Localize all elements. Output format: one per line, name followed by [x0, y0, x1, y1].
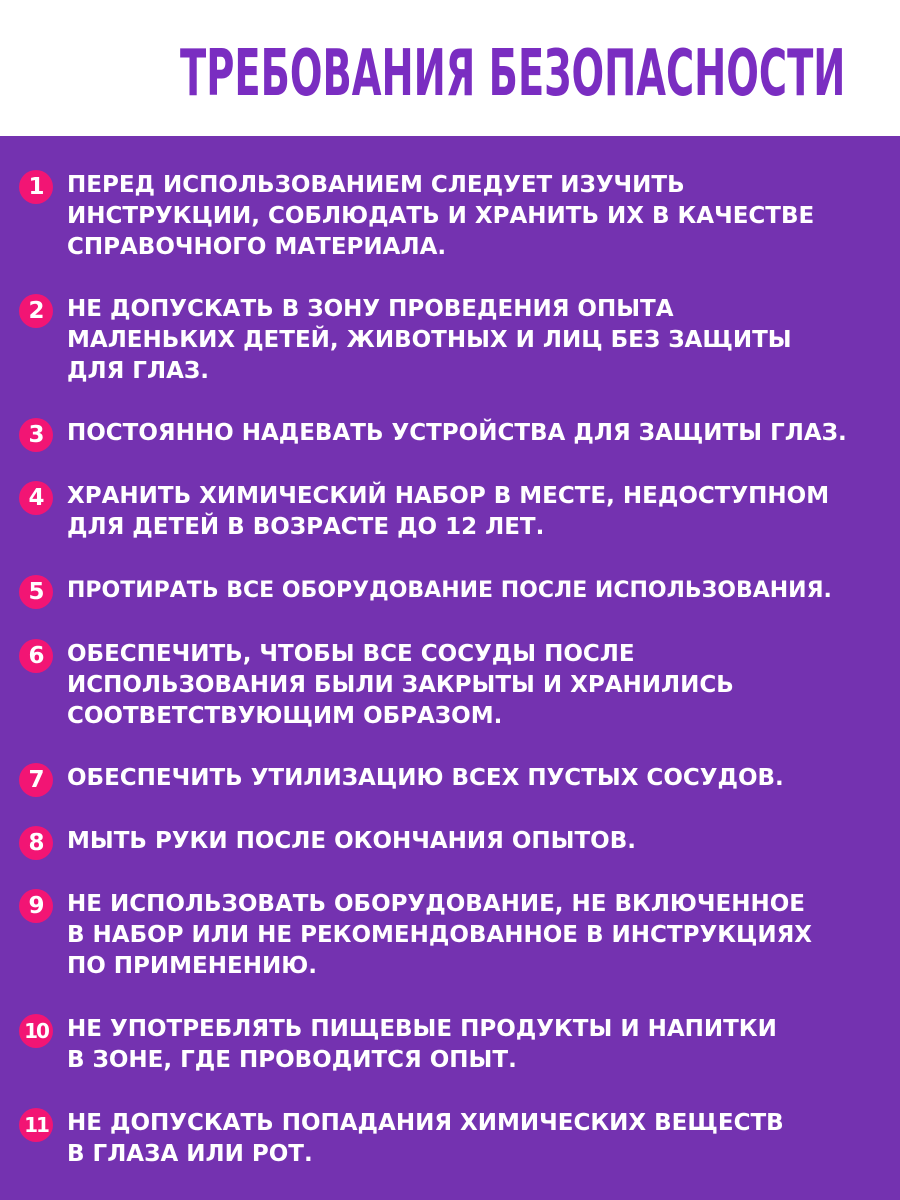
- header-banner: [0, 0, 900, 136]
- item-text: ПОСТОЯННО НАДЕВАТЬ УСТРОЙСТВА ДЛЯ ЗАЩИТЫ ГЛАЗ.: [67, 420, 847, 446]
- item-number-badge: 3: [19, 418, 53, 452]
- safety-rules-list: [0, 136, 900, 1200]
- item-number-badge: 8: [19, 826, 53, 860]
- item-text: ХРАНИТЬ ХИМИЧЕСКИЙ НАБОР В МЕСТЕ, НЕДОСТУПНОМ ДЛЯ ДЕТЕЙ В ВОЗРАСТЕ ДО 12 ЛЕТ.: [67, 483, 830, 540]
- item-number-badge: 10: [19, 1014, 53, 1048]
- item-number-badge: 7: [19, 763, 53, 797]
- page-title: ТРЕБОВАНИЯ БЕЗОПАСНОСТИ: [180, 37, 846, 111]
- item-number-badge: 1: [19, 170, 53, 204]
- item-number-badge: 5: [19, 575, 53, 609]
- item-text: ПРОТИРАТЬ ВСЕ ОБОРУДОВАНИЕ ПОСЛЕ ИСПОЛЬЗОВАНИЯ.: [67, 578, 832, 603]
- item-number-badge: 6: [19, 639, 53, 673]
- item-number-badge: 9: [19, 889, 53, 923]
- item-number-badge: 11: [19, 1108, 53, 1142]
- item-number-badge: 2: [19, 294, 53, 328]
- item-text: ОБЕСПЕЧИТЬ УТИЛИЗАЦИЮ ВСЕХ ПУСТЫХ СОСУДОВ.: [67, 765, 784, 791]
- item-text: НЕ ДОПУСКАТЬ ПОПАДАНИЯ ХИМИЧЕСКИХ ВЕЩЕСТВ В ГЛАЗА ИЛИ РОТ.: [67, 1110, 784, 1167]
- item-text: НЕ ДОПУСКАТЬ В ЗОНУ ПРОВЕДЕНИЯ ОПЫТА МАЛЕНЬКИХ ДЕТЕЙ, ЖИВОТНЫХ И ЛИЦ БЕЗ ЗАЩИТЫ ДЛЯ ГЛАЗ.: [67, 296, 792, 384]
- item-text: ОБЕСПЕЧИТЬ, ЧТОБЫ ВСЕ СОСУДЫ ПОСЛЕ ИСПОЛЬЗОВАНИЯ БЫЛИ ЗАКРЫТЫ И ХРАНИЛИСЬ СООТВЕТСТВУЮЩИМ ОБРАЗОМ.: [67, 641, 734, 729]
- item-text: ПЕРЕД ИСПОЛЬЗОВАНИЕМ СЛЕДУЕТ ИЗУЧИТЬ ИНСТРУКЦИИ, СОБЛЮДАТЬ И ХРАНИТЬ ИХ В КАЧЕСТВЕ СПРАВОЧНОГО МАТЕРИАЛА.: [67, 172, 815, 260]
- item-text: НЕ ИСПОЛЬЗОВАТЬ ОБОРУДОВАНИЕ, НЕ ВКЛЮЧЕННОЕ В НАБОР ИЛИ НЕ РЕКОМЕНДОВАННОЕ В ИНСТРУКЦИЯХ ПО ПРИМЕНЕНИЮ.: [67, 891, 813, 979]
- item-text: МЫТЬ РУКИ ПОСЛЕ ОКОНЧАНИЯ ОПЫТОВ.: [67, 828, 636, 854]
- item-text: НЕ УПОТРЕБЛЯТЬ ПИЩЕВЫЕ ПРОДУКТЫ И НАПИТКИ В ЗОНЕ, ГДЕ ПРОВОДИТСЯ ОПЫТ.: [67, 1016, 777, 1073]
- item-number-badge: 4: [19, 481, 53, 515]
